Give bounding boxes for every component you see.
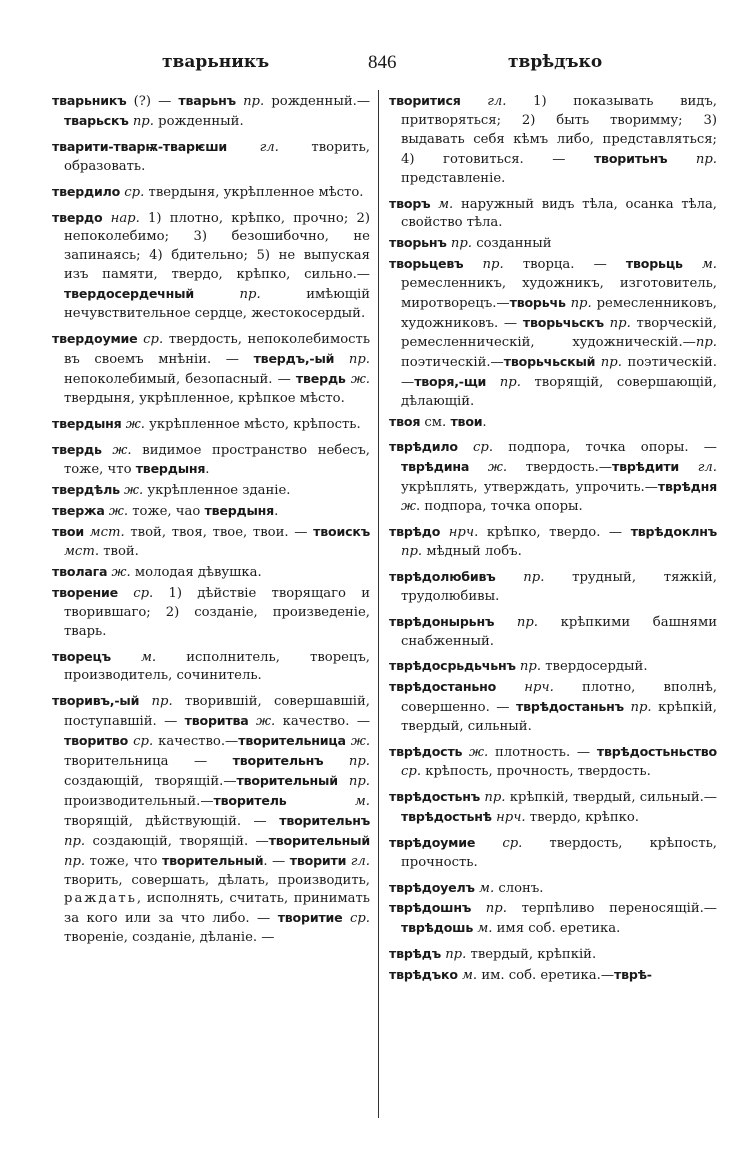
headword: твердь: [295, 370, 346, 386]
headword: творя,-щи: [414, 373, 487, 389]
grammar-label: пр.: [463, 257, 504, 273]
dictionary-entry: [52, 138, 370, 177]
definition-text: молодая дѣвушка.: [130, 564, 262, 580]
dictionary-entry: [389, 613, 717, 652]
grammar-label: пр.: [495, 569, 545, 585]
definition-text: крѣпость, прочность, твердость.: [421, 764, 651, 779]
dictionary-entry: [52, 692, 370, 948]
grammar-label: ж.: [101, 442, 132, 458]
grammar-label: ж.: [469, 460, 508, 476]
definition-text: подпора, точка опоры. —: [493, 440, 717, 456]
definition-text: терпѣливо переносящій.—: [506, 901, 717, 917]
definition-text: 1) дѣйствіе творящаго и творившаго; 2) созданіе, произведеніе, тварь.: [64, 585, 370, 639]
grammar-label: пр.: [235, 94, 265, 109]
headword: твердо: [52, 209, 103, 225]
grammar-label: пр.: [446, 236, 472, 252]
definition-text: творительница —: [64, 754, 233, 770]
definition-text: тоже, чао: [128, 504, 205, 520]
headword: творьчь: [509, 295, 566, 311]
dictionary-entry: [389, 899, 717, 939]
headword: тврѣдоклнъ: [630, 524, 717, 540]
headword: твердосердечный: [64, 286, 194, 302]
definition-text: творца. —: [503, 257, 626, 273]
headword: твердыня: [52, 415, 122, 431]
definition-text: укрѣпленное зданіе.: [143, 483, 291, 499]
definition-text: твердо, крѣпко.: [525, 809, 639, 825]
grammar-label: м.: [110, 649, 157, 665]
grammar-label: ср.: [457, 440, 494, 456]
definition-text: ремесленниковъ, художниковъ. —: [401, 296, 717, 331]
definition-text: .: [482, 414, 487, 430]
definition-text: крѣпко, твердо. —: [478, 525, 631, 541]
grammar-label: мст.: [83, 525, 125, 541]
dictionary-entry: [389, 945, 717, 965]
grammar-label: гл.: [346, 853, 371, 869]
definition-text: , исполнять, считать, принимать за кого или за что либо. —: [64, 891, 370, 927]
grammar-label: гл.: [227, 139, 279, 155]
dictionary-entry: [389, 657, 717, 677]
headword: творитель: [213, 792, 287, 808]
definition-text: творческій, ремесленническій, художническій.—: [401, 315, 717, 350]
dictionary-entry: [389, 678, 717, 737]
grammar-label: м.: [682, 257, 717, 273]
grammar-label: гл.: [460, 94, 507, 109]
dictionary-entry: [389, 438, 717, 517]
definition-text: тоже, что: [85, 853, 163, 869]
grammar-label: ср.: [117, 585, 154, 601]
definition-text: см.: [420, 414, 451, 430]
dictionary-entry: [52, 648, 370, 687]
definition-text: им. соб. еретика.—: [477, 968, 615, 984]
headword: творитво: [64, 733, 129, 749]
grammar-label: ж.: [107, 564, 131, 580]
definition-text: крѣпкій, твердый, сильный.—: [505, 789, 717, 805]
dictionary-entry: [389, 92, 717, 189]
grammar-label: ж.: [345, 371, 370, 387]
grammar-label: пр.: [64, 833, 86, 849]
definition-text: имя соб. еретика.: [492, 921, 621, 937]
dictionary-entry: [52, 441, 370, 481]
definition-text: твой.: [99, 544, 139, 560]
definition-text: производительный.—: [64, 793, 214, 809]
definition-text: видимое пространство небесъ, тоже, что: [64, 442, 371, 478]
definition-text: твердосердый.: [541, 659, 648, 675]
grammar-label: ж.: [248, 714, 276, 730]
headword: творьць: [625, 256, 683, 272]
spaced-text: раждать: [64, 891, 137, 907]
grammar-label: пр.: [695, 334, 717, 350]
headword: творитие: [277, 910, 343, 926]
definition-text: крѣпкій, твердый, сильный.: [401, 700, 718, 735]
definition-text: поэтическій.—: [401, 354, 717, 390]
headword: творительный: [162, 852, 264, 868]
grammar-label: пр.: [595, 354, 622, 370]
headword: творьчьскъ: [522, 314, 604, 330]
definition-text: .: [274, 504, 279, 520]
grammar-label: нрч.: [496, 680, 554, 696]
dictionary-entry: [389, 413, 717, 433]
dictionary-entry: [389, 966, 717, 986]
headword: твердь: [52, 441, 102, 457]
headword: тврѣдосрьдьчьнъ: [389, 658, 516, 674]
grammar-label: пр.: [337, 774, 370, 789]
headword: твердыня: [135, 461, 206, 477]
definition-text: .: [205, 462, 210, 478]
grammar-label: нар.: [102, 210, 140, 226]
dictionary-entry: [52, 502, 370, 522]
headword: тврѣдолюбивъ: [389, 568, 496, 584]
headword: тврѣдостьнъ: [389, 788, 481, 804]
grammar-label: нрч.: [440, 525, 479, 541]
headword: творъ: [389, 195, 431, 211]
dictionary-entry: [389, 234, 717, 254]
definition-text: твой, твоя, твое, твои. —: [124, 525, 314, 541]
definition-text: плотность. —: [488, 745, 597, 761]
definition-text: твердость.—: [507, 460, 612, 476]
grammar-label: пр.: [334, 351, 370, 367]
headword: твоискъ: [313, 524, 370, 540]
headword: творьцевъ: [389, 256, 464, 272]
grammar-label: пр.: [486, 374, 521, 390]
dictionary-entry: [52, 563, 370, 583]
grammar-label: пр.: [64, 853, 86, 869]
headword: тволага: [52, 563, 108, 579]
left-guide-word: тварьникъ: [162, 52, 270, 72]
grammar-label: пр.: [480, 789, 506, 805]
grammar-label: нрч.: [491, 809, 526, 825]
running-header: [52, 52, 713, 82]
definition-text: творившій, совершавшій, поступавшій. —: [64, 694, 370, 730]
headword: тврѣдостаньно: [389, 679, 497, 695]
headword: тврѣдостьньство: [596, 744, 718, 760]
definition-text: 1) плотно, крѣпко, прочно; 2) непоколебимо; 3) безошибочно, не запинаясь; 4) бдительно; 5) не выпуская изъ памяти, твердо, крѣпко, сильно.—: [64, 210, 371, 283]
definition-text: твердыня, укрѣпленное, крѣпкое мѣсто.: [64, 390, 345, 406]
headword: творение: [52, 584, 118, 600]
dictionary-entry: [389, 523, 717, 562]
headword: твердило: [52, 183, 121, 199]
dictionary-entry: [52, 584, 370, 642]
headword: творити: [289, 852, 347, 868]
headword: твердѣль: [52, 482, 120, 498]
headword: твердоумие: [52, 330, 138, 346]
dictionary-entry: [52, 523, 370, 562]
definition-text: творить, совершать, дѣлать, производить,: [64, 872, 370, 888]
grammar-label: пр.: [494, 614, 538, 630]
headword: творительный: [236, 773, 338, 788]
headword: тварьнъ: [178, 93, 236, 108]
dictionary-entry: [389, 195, 717, 234]
column-divider: [378, 90, 379, 1118]
grammar-label: м.: [430, 196, 454, 212]
definition-text: качество.—: [153, 734, 239, 750]
definition-text: твердость, непоколебимость въ своемъ мнѣніи. —: [64, 331, 370, 367]
headword: твоя: [389, 413, 421, 429]
headword: творьчьскый: [503, 353, 596, 369]
headword: тварити-тварѭ-тварѥши: [52, 138, 228, 154]
headword: творитьнъ: [593, 150, 668, 166]
headword: твержа: [52, 503, 105, 519]
headword: тврѣдъко: [389, 967, 458, 983]
grammar-label: пр.: [441, 947, 467, 963]
grammar-label: м.: [457, 968, 478, 984]
definition-text: творящій, дѣйствующій. —: [64, 813, 280, 829]
grammar-label: ср.: [475, 835, 523, 851]
headword: тврѣдость: [389, 744, 463, 760]
headword: творительный: [268, 832, 370, 848]
right-guide-word: тврѣдъко: [508, 52, 603, 72]
grammar-label: пр.: [667, 151, 717, 167]
definition-text: имѣющій нечувствительное сердце, жестокосердый.: [64, 287, 370, 322]
definition-text: созданный: [472, 236, 552, 252]
headword: тврѣдоумие: [389, 834, 476, 850]
definition-text: исполнитель, творецъ, производитель, сочинитель.: [64, 649, 370, 684]
definition-text: твердость, крѣпость, прочность.: [401, 835, 717, 870]
definition-text: ремесленникъ, художникъ, изготовитель, миротворецъ.—: [401, 276, 717, 312]
grammar-label: пр.: [515, 659, 542, 675]
left-column: [52, 92, 378, 954]
grammar-label: пр.: [565, 296, 592, 312]
headword: тврѣдостьнѣ: [401, 808, 492, 824]
grammar-label: ср.: [342, 911, 370, 927]
dictionary-entry: [389, 834, 717, 873]
grammar-label: ж.: [121, 416, 145, 432]
definition-text: 1) показывать видъ, притворяться; 2) быть творимму; 3) выдавать себя кѣмъ либо, представляться; 4) готовиться. —: [401, 94, 717, 167]
definition-text: создающій, творящій.—: [64, 774, 237, 789]
dictionary-entry: [389, 788, 717, 828]
grammar-label: м.: [473, 921, 493, 937]
definition-text: подпора, точка опоры.: [420, 499, 583, 515]
grammar-label: пр.: [401, 543, 423, 559]
dictionary-entry: [389, 879, 717, 899]
dictionary-entry: [389, 743, 717, 782]
grammar-label: пр.: [471, 901, 507, 917]
definition-text: твореніе, созданіе, дѣланіе. —: [64, 930, 275, 946]
definition-text: трудный, тяжкій, трудолюбивы.: [401, 569, 717, 604]
dictionary-entry: [389, 255, 717, 411]
definition-text: создающій, творящій. —: [85, 833, 269, 849]
definition-text: твердый, крѣпкій.: [466, 947, 597, 963]
grammar-label: гл.: [679, 460, 717, 476]
headword: творитися: [389, 93, 461, 108]
grammar-label: пр.: [139, 694, 173, 710]
definition-text: укрѣпленное мѣсто, крѣпость.: [144, 416, 361, 432]
definition-text: рожденный.: [153, 113, 244, 129]
definition-text: качество. —: [275, 714, 371, 730]
headword: тврѣдошь: [401, 920, 474, 936]
definition-text: (?) —: [126, 94, 179, 109]
dictionary-entry: [52, 209, 370, 324]
right-column: [383, 92, 717, 987]
dictionary-entry: [52, 92, 370, 132]
headword: тврѣдити: [611, 459, 680, 475]
definition-text: твердыня, укрѣпленное мѣсто.: [144, 184, 364, 200]
headword: творительнъ: [279, 812, 370, 828]
headword: тврѣдо: [389, 524, 441, 540]
headword: тварьскъ: [64, 112, 129, 128]
grammar-label: пр.: [193, 287, 261, 303]
headword: твердыня: [204, 503, 275, 519]
definition-text: рожденный.—: [264, 94, 371, 109]
headword: творецъ: [52, 648, 111, 664]
grammar-label: пр.: [323, 754, 370, 770]
definition-text: мѣдный лобъ.: [422, 543, 522, 559]
headword: твои: [52, 524, 84, 540]
definition-text: плотно, вполнѣ, совершенно. —: [401, 680, 717, 716]
headword: тврѣдоуелъ: [389, 879, 475, 895]
grammar-label: пр.: [603, 315, 631, 331]
grammar-label: ж.: [345, 734, 371, 750]
definition-text: . —: [263, 853, 290, 869]
definition-text: поэтическій.—: [401, 354, 504, 370]
dictionary-entry: [389, 568, 717, 607]
headword: тврѣ-: [614, 967, 652, 983]
headword: тврѣдина: [401, 459, 470, 475]
headword: творьнъ: [389, 235, 447, 251]
dictionary-entry: [52, 481, 370, 501]
dictionary-entry: [52, 415, 370, 435]
headword: тврѣдъ: [389, 946, 441, 962]
headword: твои: [450, 413, 483, 429]
dictionary-entry: [52, 183, 370, 203]
grammar-label: пр.: [128, 113, 154, 129]
definition-text: творить, образовать.: [64, 139, 370, 174]
dictionary-entry: [52, 330, 370, 409]
grammar-label: ср.: [128, 734, 154, 750]
definition-text: слонъ.: [494, 880, 544, 896]
headword: тврѣдонырьнъ: [389, 613, 495, 629]
grammar-label: ж.: [119, 483, 144, 499]
headword: творительница: [238, 733, 346, 749]
headword: тварьникъ: [52, 93, 127, 108]
grammar-label: ж.: [104, 504, 129, 520]
headword: тврѣдостаньнъ: [516, 699, 624, 715]
definition-text: творящій, совершающій, дѣлающій.: [401, 374, 717, 409]
definition-text: представленіе.: [401, 170, 506, 186]
grammar-label: м.: [286, 793, 370, 809]
headword: твердъ,-ый: [253, 350, 335, 366]
grammar-label: м.: [474, 880, 495, 896]
grammar-label: ср.: [401, 764, 422, 779]
definition-text: крѣпкими башнями снабженный.: [401, 614, 718, 649]
grammar-label: ср.: [120, 184, 145, 200]
definition-text: непоколебимый, безопасный. —: [64, 371, 296, 387]
page-number: 846: [368, 52, 397, 73]
definition-text: наружный видъ тѣла, осанка тѣла, свойство тѣла.: [401, 196, 717, 231]
grammar-label: пр.: [623, 700, 652, 716]
headword: творитва: [184, 713, 249, 729]
grammar-label: мст.: [64, 544, 100, 560]
grammar-label: ср.: [137, 331, 164, 347]
headword: тврѣдошнъ: [389, 900, 472, 916]
headword: тврѣдило: [389, 439, 458, 455]
headword: творивъ,-ый: [52, 693, 140, 709]
grammar-label: ж.: [462, 745, 489, 761]
grammar-label: ж.: [401, 499, 421, 515]
headword: творительнъ: [232, 753, 324, 769]
definition-text: укрѣплять, утверждать, упрочить.—: [401, 480, 658, 496]
headword: тврѣдня: [657, 479, 717, 495]
